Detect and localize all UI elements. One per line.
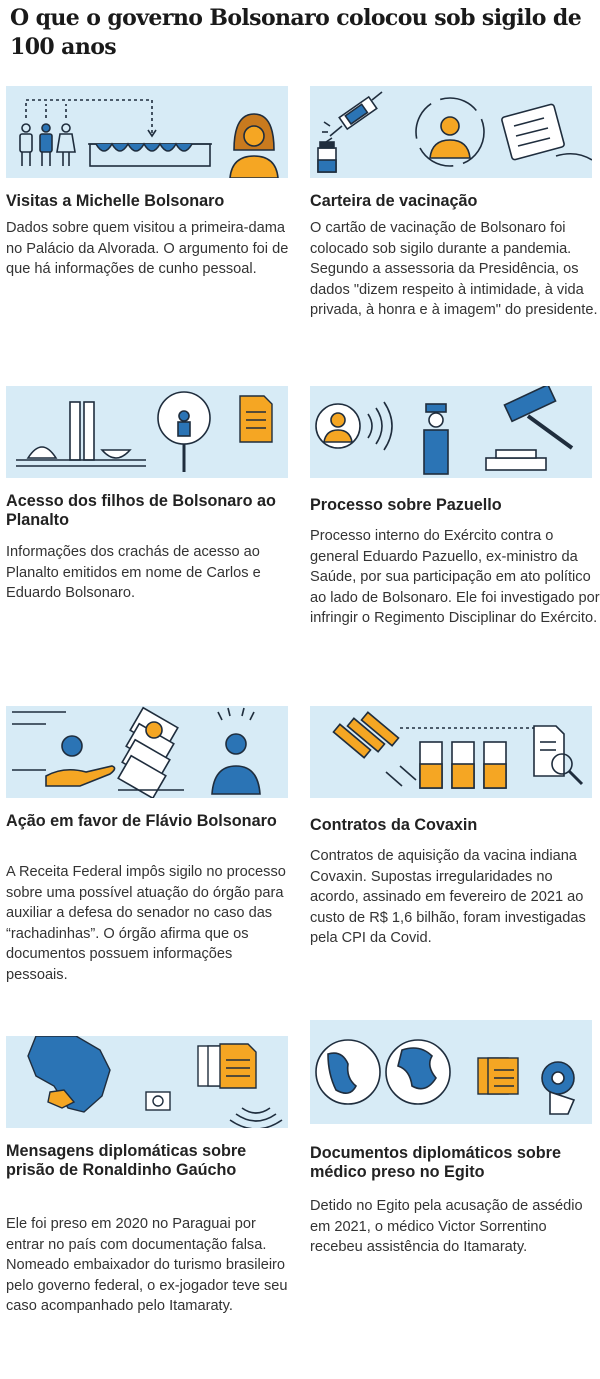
vaccination-card-icon	[501, 104, 592, 160]
illustration-vacinacao	[310, 86, 592, 178]
magnifier-person-icon	[158, 392, 210, 472]
card-heading: Ação em favor de Flávio Bolsonaro	[6, 812, 277, 830]
banknotes-icon	[118, 708, 184, 798]
illustration-pazuello	[310, 386, 592, 478]
vaccine-vial-icon	[318, 142, 336, 172]
soldier-icon	[424, 404, 448, 474]
globe-icon	[316, 1040, 450, 1104]
illustration-ronaldinho	[6, 1036, 288, 1128]
vials-icon	[400, 728, 538, 788]
gavel-icon	[486, 386, 572, 470]
money-hand-icon	[12, 712, 115, 786]
click-hand-icon	[542, 1062, 574, 1114]
card-heading: Processo sobre Pazuello	[310, 496, 502, 514]
congress-building-icon	[16, 402, 146, 466]
document-icon	[240, 396, 272, 442]
senator-icon	[212, 708, 260, 794]
documents-icon	[478, 1058, 518, 1094]
palace-icon	[88, 144, 212, 166]
card-body: Detido no Egito pela acusação de assédio em 2021, o médico Victor Sorrentino recebeu assistência do Itamaraty.	[310, 1198, 583, 1255]
card-heading: Contratos da Covaxin	[310, 816, 478, 834]
visitor-figures-icon	[20, 100, 156, 166]
card-body: Informações dos crachás de acesso ao Planalto emitidos em nome de Carlos e Eduardo Bolsonaro.	[6, 544, 261, 601]
illustration-visitas	[6, 86, 288, 178]
first-lady-icon	[230, 114, 278, 178]
card-body: Contratos de aquisição da vacina indiana Covaxin. Supostas irregularidades no acordo, assinado em fevereiro de 2021 ao custo de R$ 1,6 bilhão, foram investigadas pela CPI da Covid.	[310, 848, 586, 946]
card-heading: Acesso dos filhos de Bolsonaro ao Planalto	[6, 492, 276, 529]
card-heading: Carteira de vacinação	[310, 192, 478, 210]
syringes-icon	[333, 712, 416, 786]
card-body: O cartão de vacinação de Bolsonaro foi colocado sob sigilo durante a pandemia. Segundo a assessoria da Presidência, os dados "dizem respeito à intimidade, à vida privada, à honra e à imagem" do presidente.	[310, 220, 598, 318]
syringe-icon	[322, 92, 382, 142]
card-heading: Visitas a Michelle Bolsonaro	[6, 192, 225, 210]
passport-icon	[146, 1092, 170, 1110]
illustration-covaxin	[310, 706, 592, 798]
card-body: A Receita Federal impôs sigilo no processo sobre uma possível atuação do órgão para auxiliar a defesa do senador no caso das “rachadinhas”. O órgão afirma que os documentos possuem informações pessoais.	[6, 864, 286, 983]
card-body: Ele foi preso em 2020 no Paraguai por entrar no país com documentação falsa. Nomeado embaixador do turismo brasileiro pelo governo federal, o ex-jogador teve seu caso acompanhado pelo Itamaraty.	[6, 1216, 288, 1314]
card-heading: Mensagens diplomáticas sobre prisão de Ronaldinho Gaúcho	[6, 1142, 247, 1179]
card-heading: Documentos diplomáticos sobre médico preso no Egito	[310, 1144, 561, 1181]
map-icon	[28, 1036, 110, 1112]
page-title: O que o governo Bolsonaro colocou sob sigilo de 100 anos	[10, 5, 582, 60]
document-search-icon	[534, 726, 582, 784]
card-body: Dados sobre quem visitou a primeira-dama no Palácio da Alvorada. O argumento foi de que há informações de cunho pessoal.	[6, 220, 289, 277]
illustration-planalto	[6, 386, 288, 478]
speaker-icon	[316, 402, 392, 450]
illustration-egito	[310, 1020, 592, 1124]
card-body: Processo interno do Exército contra o general Eduardo Pazuello, ex-ministro da Saúde, por sua participação em ato político ao lado de Bolsonaro. Ele foi investigado por infringir o Regimento Disciplinar do Exército.	[310, 528, 600, 626]
signal-icon	[230, 1108, 282, 1128]
documents-icon	[198, 1044, 256, 1088]
president-icon	[416, 98, 484, 166]
illustration-flavio	[6, 706, 288, 798]
